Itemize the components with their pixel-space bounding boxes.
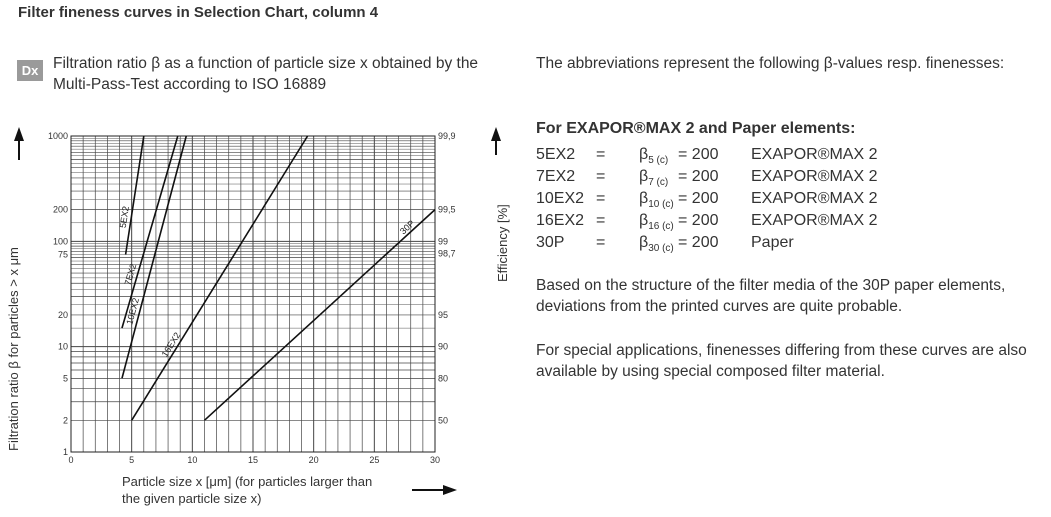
curve-label: 30P: [397, 218, 417, 237]
x-tick-label: 25: [369, 455, 380, 465]
abbr-equals: =: [596, 190, 606, 207]
y-tick-label: 200: [52, 204, 68, 215]
x-axis-arrow-head: [443, 485, 457, 495]
x-axis-label: Particle size x [μm] (for particles larger than the given particle size x): [122, 474, 373, 506]
abbr-value: = 200: [678, 234, 719, 251]
y-tick-label: 1: [62, 447, 68, 457]
abbr-code: 30P: [536, 234, 565, 251]
y-tick-label: 75: [57, 249, 68, 260]
abbr-beta: $\beta_{16 (c)}$: [639, 212, 674, 232]
abbr-beta: $\beta_{7 (c)}$: [639, 168, 669, 188]
curve-16ex2: [132, 136, 308, 420]
y2-tick-label: 99,5: [438, 204, 456, 215]
y2-tick-label: 50: [438, 415, 449, 426]
page-heading: Filter fineness curves in Selection Chart, column 4: [18, 4, 379, 21]
x-tick-label: 5: [129, 455, 135, 465]
abbr-beta: $\beta_{30 (c)}$: [639, 234, 674, 254]
abbreviations-intro: The abbreviations represent the following β-values resp. finenesses:: [536, 55, 1005, 72]
curve-label: 5EX2: [117, 205, 131, 229]
abbr-equals: =: [596, 212, 606, 229]
y2-tick-label: 98,7: [438, 248, 456, 259]
chart-grid: [71, 136, 435, 452]
abbr-code: 5EX2: [536, 146, 576, 163]
abbr-equals: =: [596, 168, 606, 185]
y2-tick-label: 80: [438, 373, 449, 384]
curve-5ex2: [126, 136, 144, 254]
abbr-equals: =: [596, 234, 606, 251]
abbr-code: 10EX2: [536, 190, 585, 207]
abbr-value: = 200: [678, 146, 719, 163]
abbr-value: = 200: [678, 212, 719, 229]
y2-axis-arrow-head: [491, 127, 501, 141]
abbr-value: = 200: [678, 190, 719, 207]
abbr-type: EXAPOR®MAX 2: [751, 190, 878, 207]
y2-tick-label: 95: [438, 309, 449, 320]
note-special: For special applications, finenesses differing from these curves are also available by using special composed filter material.: [536, 342, 1027, 380]
y-tick-label: 10: [57, 341, 68, 352]
note-30p: Based on the structure of the filter media of the 30P paper elements, deviations from the printed curves are quite probable.: [536, 277, 1006, 315]
abbr-code: 7EX2: [536, 168, 576, 185]
x-tick-label: 30: [429, 455, 441, 465]
curve-label: 7EX2: [122, 262, 139, 287]
y-tick-label: 20: [57, 309, 68, 320]
y2-tick-label: 99,9: [438, 131, 456, 141]
abbr-beta: $\beta_{10 (c)}$: [639, 190, 674, 210]
abbr-type: EXAPOR®MAX 2: [751, 146, 878, 163]
y2-tick-label: 99: [438, 236, 449, 247]
y-tick-label: 5: [62, 373, 68, 384]
y-axis-arrow-head: [14, 127, 24, 141]
y-tick-label: 2: [62, 415, 68, 426]
abbr-code: 16EX2: [536, 212, 585, 229]
curve-label: 16EX2: [159, 330, 183, 359]
y2-tick-label: 90: [438, 341, 449, 352]
y2-axis-label: Efficiency [%]: [495, 204, 510, 282]
x-tick-label: 15: [247, 455, 259, 465]
abbr-equals: =: [596, 146, 606, 163]
abbr-type: EXAPOR®MAX 2: [751, 168, 878, 185]
section-badge: Dx: [17, 60, 43, 81]
y-tick-label: 100: [52, 236, 68, 247]
x-tick-label: 0: [68, 455, 74, 465]
section-title: For EXAPOR®MAX 2 and Paper elements:: [536, 120, 856, 137]
chart-description: Filtration ratio β as a function of particle size x obtained by the Multi-Pass-Test according to ISO 16889: [53, 55, 479, 93]
x-tick-label: 20: [308, 455, 319, 465]
y-axis-label: Filtration ratio β for particles > x μm: [6, 247, 21, 451]
axis-arrows: [14, 127, 501, 495]
abbr-type: EXAPOR®MAX 2: [751, 212, 878, 229]
abbr-value: = 200: [678, 168, 719, 185]
curve-label: 10EX2: [124, 296, 141, 326]
y-tick-label: 1000: [47, 131, 68, 141]
x-tick-label: 10: [187, 455, 198, 465]
abbr-beta: $\beta_{5 (c)}$: [639, 146, 669, 166]
abbr-type: Paper: [751, 234, 794, 251]
